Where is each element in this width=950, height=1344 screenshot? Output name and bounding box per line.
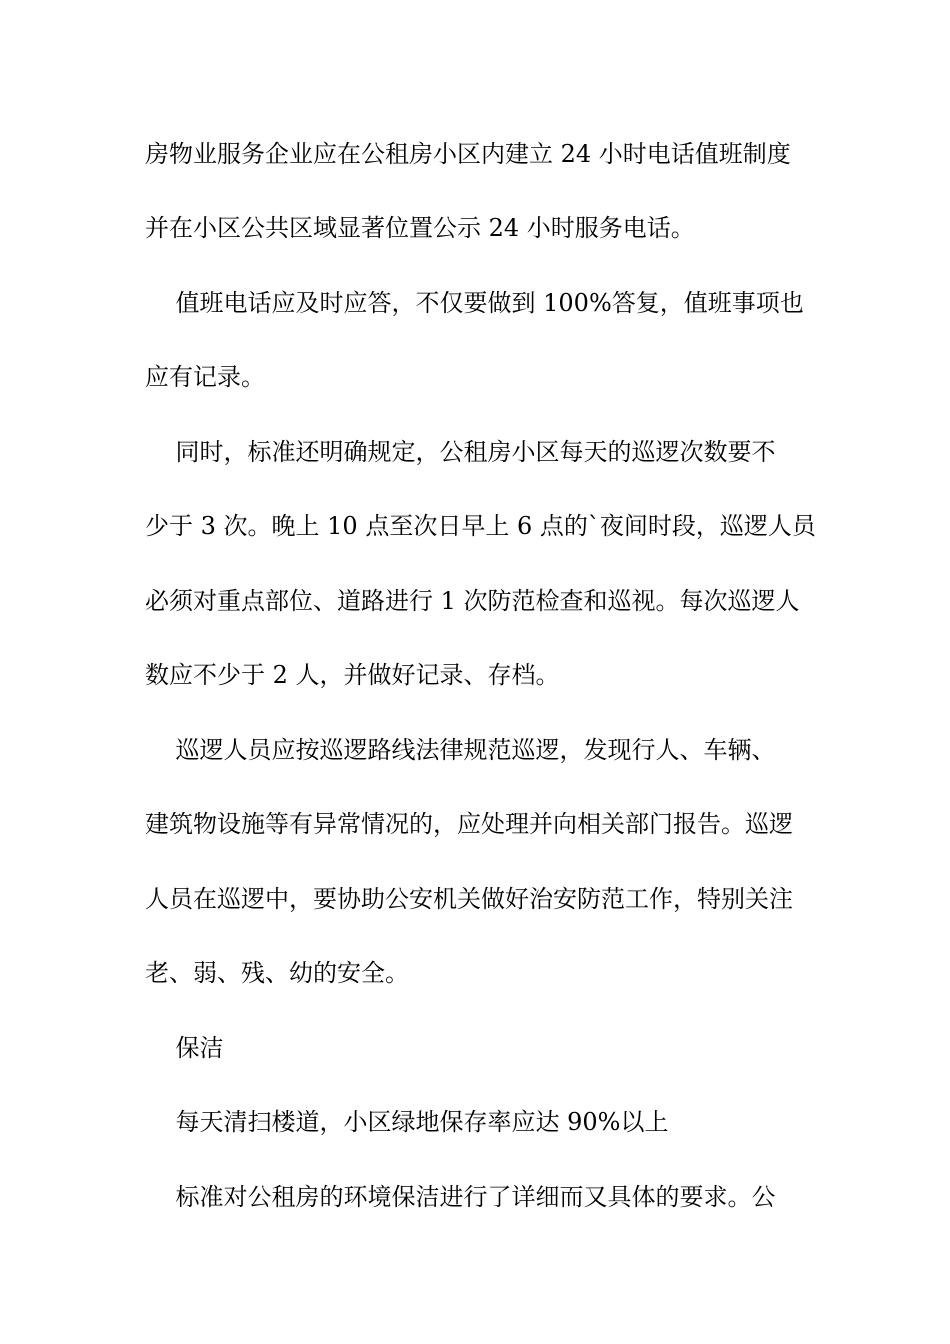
subheading-line: 每天清扫楼道，小区绿地保存率应达 90%以上 — [145, 1108, 669, 1136]
text-line: 少于 3 次。晚上 10 点至次日早上 6 点的`夜间时段，巡逻人员 — [145, 512, 816, 540]
section-heading: 保洁 — [145, 1034, 224, 1062]
text-line: 同时，标准还明确规定，公租房小区每天的巡逻次数要不 — [145, 438, 776, 466]
text-line: 必须对重点部位、道路进行 1 次防范检查和巡视。每次巡逻人 — [145, 587, 800, 615]
text-line: 并在小区公共区域显著位置公示 24 小时服务电话。 — [145, 214, 695, 242]
text-line: 数应不少于 2 人，并做好记录、存档。 — [145, 661, 560, 689]
text-line: 建筑物设施等有异常情况的，应处理并向相关部门报告。巡逻 — [145, 810, 793, 838]
text-line: 应有记录。 — [145, 363, 265, 391]
text-line: 房物业服务企业应在公租房小区内建立 24 小时电话值班制度 — [145, 140, 791, 168]
text-line: 标准对公租房的环境保洁进行了详细而又具体的要求。公 — [145, 1183, 776, 1211]
text-line: 老、弱、残、幼的安全。 — [145, 959, 409, 987]
text-line: 值班电话应及时应答，不仅要做到 100%答复，值班事项也 — [145, 289, 804, 317]
text-line: 巡逻人员应按巡逻路线法律规范巡逻，发现行人、车辆、 — [145, 736, 776, 764]
text-line: 人员在巡逻中，要协助公安机关做好治安防范工作，特别关注 — [145, 885, 793, 913]
